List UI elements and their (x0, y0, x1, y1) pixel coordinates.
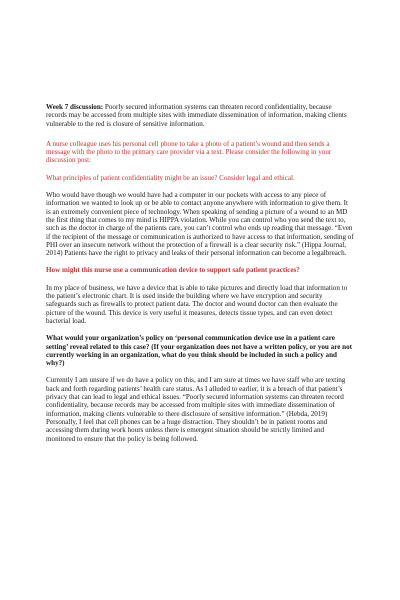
answer-confidentiality: Who would have though we would have had a computer in our pockets with access to any piece of information we wanted to look up or be able to contact anyone anywhere with information to give them. It is an extremely convenient piece of technology. When speaking of sending a picture of a wound to an MD the first thing that comes to my mind is HIPPA violation. While you can control who you send the text to, such as the doctor in charge of the patients care, you can’t control who ends up reading that message. “Even if the recipient of the message or communication is authorized to have access to that information, sending of PHI over an insecure network without the protection of a firewall is a clear security risk.” (Hippa Journal, 2014) Patients have the right to privacy and leaks of their personal information can become a legalbreach. (46, 191, 354, 258)
question-confidentiality: What principles of patient confidentiality might be an issue? Consider legal and ethical. (46, 173, 295, 182)
question-organization-policy: What would your organization’s policy on ‘personal communication device use in a patient care setting’ reveal related to this case? (If your organization does not have a written policy, or you are not currently working in an organization, what do you think should be included in such a policy and why?) (46, 334, 352, 368)
question-communication-device: How might this nurse use a communication device to support safe patient practices? (46, 266, 300, 275)
intro-heading: Week 7 discussion: (46, 103, 104, 111)
answer-organization-policy: Currently I am unsure if we do have a policy on this, and I am sure at times we have staff who are texting back and forth regarding patients’ health care status. As I alluded to earlier, it is a breach of that patient’s privacy that can lead to legal and ethical issues. “Poorly secured information systems can threaten record confidentiality, because records may be accessed from multiple sites with immediate dissemination of information, making clients vulnerable to there disclosure of sensitive information.” (Hebda, 2019) Personally, I feel that cell phones can be a huge distraction. They shouldn’t be in patient rooms and accessing them during work hours unless there is emergent situation should be strictly limited and monitored to ensure that the policy is being followed. (46, 376, 346, 443)
intro-paragraph (46, 103, 354, 128)
scenario-paragraph: A nurse colleague uses his personal cell phone to take a photo of a patient’s wound and then sends a message with the photo to the primary care provider via a text. Please consider the following in your discussion post: (46, 139, 332, 165)
answer-communication-device: In my place of business, we have a device that is able to take pictures and directly load that information to the patient’s electronic chart. It is used inside the building where we have encryption and security safeguards such as firewalls to protect patient data. The doctor and wound doctor can then evaluate the picture of the wound. This device is very useful it measures, detects tissue types, and can even detect bacterial load. (46, 283, 348, 325)
intro-text: Poorly secured information systems can threaten record confidentiality, because records may be accessed from multiple sites with immediate dissemination of information, making clients vulnerable to the red is closure of sensitive information. (46, 103, 347, 128)
